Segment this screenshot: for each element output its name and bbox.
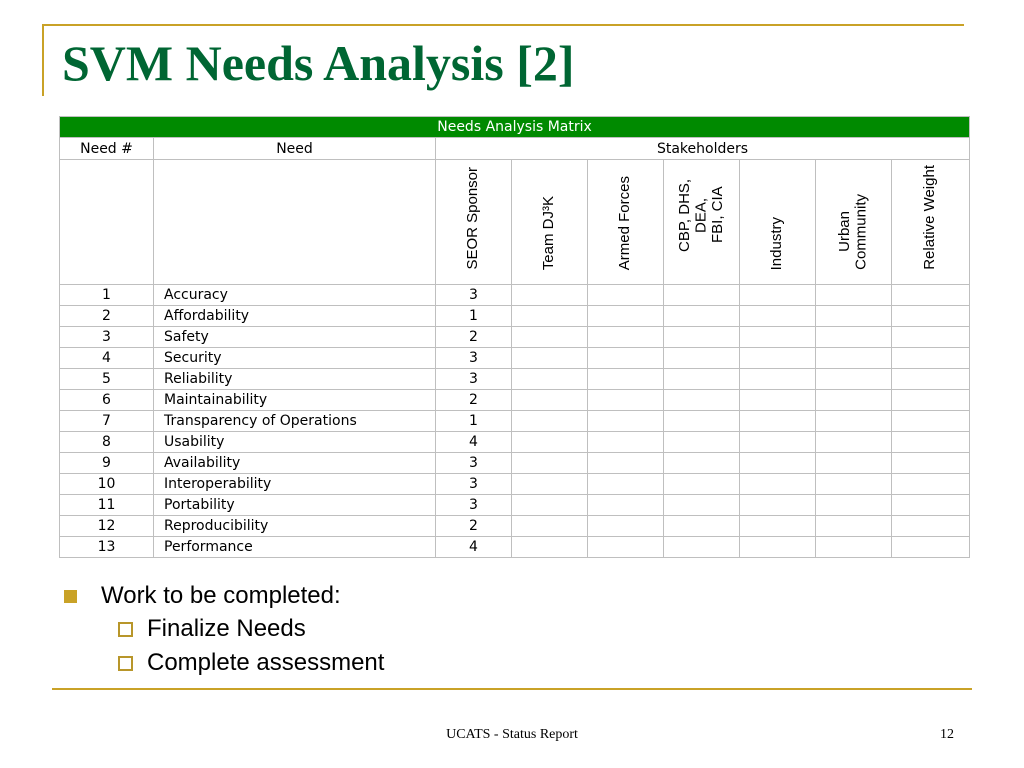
stakeholder-column-header: [740, 160, 816, 285]
empty-score-cell: [892, 285, 970, 306]
need-number-cell: 4: [60, 348, 154, 369]
sponsor-score-cell: 3: [436, 495, 512, 516]
hollow-square-bullet-icon: [118, 622, 133, 637]
need-number-cell: 6: [60, 390, 154, 411]
sub-bullet-text: Complete assessment: [147, 649, 385, 676]
need-name-cell: Reliability: [154, 369, 436, 390]
empty-score-cell: [892, 369, 970, 390]
empty-score-cell: [512, 327, 588, 348]
empty-label-cell: [154, 160, 436, 285]
empty-score-cell: [892, 495, 970, 516]
stakeholder-label: SEOR Sponsor: [464, 167, 482, 270]
need-number-cell: 5: [60, 369, 154, 390]
empty-score-cell: [664, 432, 740, 453]
sponsor-score-cell: 3: [436, 474, 512, 495]
empty-score-cell: [664, 411, 740, 432]
empty-score-cell: [588, 348, 664, 369]
need-number-cell: 8: [60, 432, 154, 453]
filled-square-bullet-icon: [64, 590, 77, 603]
empty-score-cell: [588, 537, 664, 558]
sponsor-score-cell: 1: [436, 306, 512, 327]
empty-score-cell: [892, 453, 970, 474]
frame-left-line: [42, 24, 44, 96]
empty-score-cell: [740, 432, 816, 453]
need-number-cell: 3: [60, 327, 154, 348]
need-number-cell: 10: [60, 474, 154, 495]
empty-score-cell: [892, 390, 970, 411]
table-row: [60, 432, 970, 453]
need-number-cell: 1: [60, 285, 154, 306]
empty-score-cell: [816, 327, 892, 348]
empty-score-cell: [588, 453, 664, 474]
table-row: [60, 474, 970, 495]
empty-score-cell: [816, 390, 892, 411]
empty-score-cell: [892, 327, 970, 348]
empty-score-cell: [740, 327, 816, 348]
empty-score-cell: [816, 348, 892, 369]
empty-score-cell: [816, 537, 892, 558]
sub-bullet-item: [118, 646, 384, 680]
empty-score-cell: [664, 369, 740, 390]
empty-score-cell: [664, 285, 740, 306]
need-name-cell: Maintainability: [154, 390, 436, 411]
need-name-cell: Transparency of Operations: [154, 411, 436, 432]
table-row: [60, 306, 970, 327]
empty-score-cell: [588, 495, 664, 516]
footer-title: UCATS - Status Report: [446, 727, 578, 742]
empty-score-cell: [740, 348, 816, 369]
empty-score-cell: [892, 474, 970, 495]
sub-bullet-item: [118, 612, 384, 646]
empty-score-cell: [588, 327, 664, 348]
empty-score-cell: [740, 411, 816, 432]
stakeholder-column-header: [892, 160, 970, 285]
sponsor-score-cell: 3: [436, 285, 512, 306]
stakeholder-label: Armed Forces: [616, 175, 634, 270]
need-number-cell: 13: [60, 537, 154, 558]
empty-score-cell: [512, 474, 588, 495]
sponsor-score-cell: 3: [436, 348, 512, 369]
empty-score-cell: [512, 390, 588, 411]
bullet-item: [62, 580, 384, 612]
table-row: [60, 516, 970, 537]
table-row: [60, 369, 970, 390]
empty-score-cell: [588, 390, 664, 411]
need-name-cell: Accuracy: [154, 285, 436, 306]
empty-score-cell: [588, 516, 664, 537]
need-name-cell: Interoperability: [154, 474, 436, 495]
empty-score-cell: [664, 474, 740, 495]
need-name-cell: Affordability: [154, 306, 436, 327]
empty-score-cell: [512, 369, 588, 390]
empty-score-cell: [816, 495, 892, 516]
stakeholder-column-header: [664, 160, 740, 285]
stakeholder-label: Team DJ³K: [540, 195, 558, 270]
empty-score-cell: [512, 306, 588, 327]
stakeholder-label: Urban Community: [836, 194, 870, 270]
empty-score-cell: [892, 411, 970, 432]
need-number-cell: 12: [60, 516, 154, 537]
empty-score-cell: [512, 495, 588, 516]
need-number-cell: 9: [60, 453, 154, 474]
empty-score-cell: [740, 537, 816, 558]
empty-score-cell: [512, 285, 588, 306]
matrix-caption: Needs Analysis Matrix: [60, 117, 970, 138]
empty-score-cell: [816, 516, 892, 537]
need-name-cell: Portability: [154, 495, 436, 516]
need-name-cell: Availability: [154, 453, 436, 474]
empty-score-cell: [892, 516, 970, 537]
footer-divider: [52, 688, 972, 690]
empty-score-cell: [588, 474, 664, 495]
sponsor-score-cell: 2: [436, 327, 512, 348]
sponsor-score-cell: 2: [436, 390, 512, 411]
empty-score-cell: [512, 516, 588, 537]
empty-score-cell: [588, 432, 664, 453]
table-row: [60, 285, 970, 306]
empty-score-cell: [588, 306, 664, 327]
empty-score-cell: [816, 453, 892, 474]
empty-score-cell: [664, 348, 740, 369]
empty-score-cell: [740, 390, 816, 411]
need-name-cell: Performance: [154, 537, 436, 558]
table-row: [60, 453, 970, 474]
table-row: [60, 411, 970, 432]
slide-title: SVM Needs Analysis [2]: [62, 35, 575, 91]
empty-score-cell: [740, 495, 816, 516]
frame-top-line: [42, 24, 964, 26]
sub-bullet-text: Finalize Needs: [147, 615, 306, 642]
empty-score-cell: [816, 432, 892, 453]
sponsor-score-cell: 1: [436, 411, 512, 432]
empty-score-cell: [816, 285, 892, 306]
stakeholder-column-header: [588, 160, 664, 285]
stakeholder-column-header: [512, 160, 588, 285]
empty-score-cell: [740, 474, 816, 495]
stakeholder-label: Relative Weight: [921, 165, 939, 270]
header-stakeholders: Stakeholders: [436, 138, 970, 160]
empty-score-cell: [664, 306, 740, 327]
table-row: [60, 327, 970, 348]
need-number-cell: 7: [60, 411, 154, 432]
empty-score-cell: [740, 369, 816, 390]
sponsor-score-cell: 4: [436, 537, 512, 558]
sponsor-score-cell: 3: [436, 453, 512, 474]
bullet-list: [62, 580, 384, 680]
table-row: [60, 390, 970, 411]
empty-score-cell: [588, 369, 664, 390]
empty-score-cell: [740, 516, 816, 537]
sponsor-score-cell: 4: [436, 432, 512, 453]
empty-score-cell: [664, 453, 740, 474]
hollow-square-bullet-icon: [118, 656, 133, 671]
empty-score-cell: [740, 453, 816, 474]
need-name-cell: Reproducibility: [154, 516, 436, 537]
sponsor-score-cell: 3: [436, 369, 512, 390]
sponsor-score-cell: 2: [436, 516, 512, 537]
needs-analysis-matrix: [59, 116, 970, 558]
empty-score-cell: [664, 390, 740, 411]
empty-score-cell: [512, 537, 588, 558]
empty-score-cell: [664, 516, 740, 537]
stakeholder-label: Industry: [768, 216, 786, 270]
empty-score-cell: [512, 411, 588, 432]
empty-score-cell: [588, 285, 664, 306]
empty-score-cell: [816, 306, 892, 327]
table-row: [60, 348, 970, 369]
empty-score-cell: [892, 306, 970, 327]
stakeholder-column-header: [436, 160, 512, 285]
empty-score-cell: [588, 411, 664, 432]
empty-score-cell: [816, 411, 892, 432]
empty-score-cell: [512, 432, 588, 453]
empty-score-cell: [892, 537, 970, 558]
need-number-cell: 11: [60, 495, 154, 516]
empty-score-cell: [512, 348, 588, 369]
empty-score-cell: [740, 285, 816, 306]
empty-score-cell: [892, 348, 970, 369]
header-need: Need: [154, 138, 436, 160]
header-need-number: Need #: [60, 138, 154, 160]
page-number: 12: [940, 727, 954, 742]
stakeholder-column-header: [816, 160, 892, 285]
empty-score-cell: [816, 474, 892, 495]
need-name-cell: Usability: [154, 432, 436, 453]
need-number-cell: 2: [60, 306, 154, 327]
empty-score-cell: [664, 327, 740, 348]
empty-score-cell: [512, 453, 588, 474]
table-row: [60, 537, 970, 558]
table-row: [60, 495, 970, 516]
empty-score-cell: [740, 306, 816, 327]
empty-score-cell: [664, 537, 740, 558]
bullet-text: Work to be completed:: [101, 582, 341, 609]
empty-score-cell: [892, 432, 970, 453]
empty-label-cell: [60, 160, 154, 285]
empty-score-cell: [664, 495, 740, 516]
stakeholder-label: CBP, DHS, DEA, FBI, CIA: [675, 178, 726, 252]
empty-score-cell: [816, 369, 892, 390]
need-name-cell: Security: [154, 348, 436, 369]
need-name-cell: Safety: [154, 327, 436, 348]
